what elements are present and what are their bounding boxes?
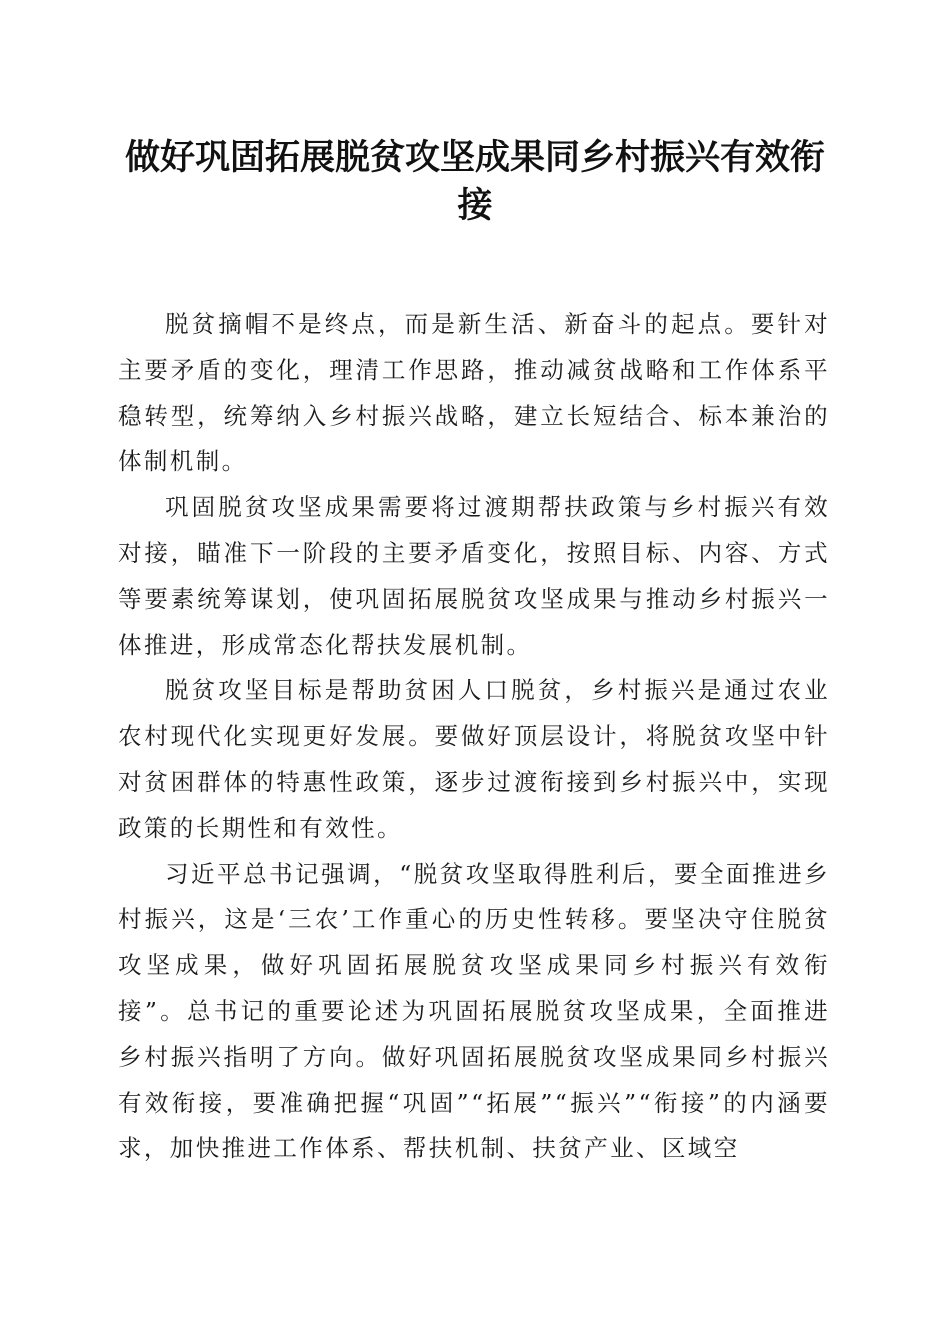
paragraph-2: 巩固脱贫攻坚成果需要将过渡期帮扶政策与乡村振兴有效对接，瞄准下一阶段的主要矛盾变化，按照目标、内容、方式等要素统筹谋划，使巩固拓展脱贫攻坚成果与推动乡村振兴一体推进，形成常态化帮扶发展机制。: [118, 493, 830, 659]
paragraph-4: 习近平总书记强调，“脱贫攻坚取得胜利后，要全面推进乡村振兴，这是‘三农’工作重心的历史性转移。要坚决守住脱贫攻坚成果，做好巩固拓展脱贫攻坚成果同乡村振兴有效衔接”。总书记的重要论述为巩固拓展脱贫攻坚成果，全面推进乡村振兴指明了方向。做好巩固拓展脱贫攻坚成果同乡村振兴有效衔接，要准确把握“巩固”“拓展”“振兴”“衔接”的内涵要求，加快推进工作体系、帮扶机制、扶贫产业、区域空: [118, 859, 830, 1163]
document-body: [118, 302, 830, 1172]
paragraph-1: 脱贫摘帽不是终点，而是新生活、新奋斗的起点。要针对主要矛盾的变化，理清工作思路，推动减贫战略和工作体系平稳转型，统筹纳入乡村振兴战略，建立长短结合、标本兼治的体制机制。: [118, 310, 830, 476]
paragraph-3: 脱贫攻坚目标是帮助贫困人口脱贫，乡村振兴是通过农业农村现代化实现更好发展。要做好顶层设计，将脱贫攻坚中针对贫困群体的特惠性政策，逐步过渡衔接到乡村振兴中，实现政策的长期性和有效性。: [118, 676, 830, 842]
document-title: 做好巩固拓展脱贫攻坚成果同乡村振兴有效衔接: [124, 137, 825, 226]
